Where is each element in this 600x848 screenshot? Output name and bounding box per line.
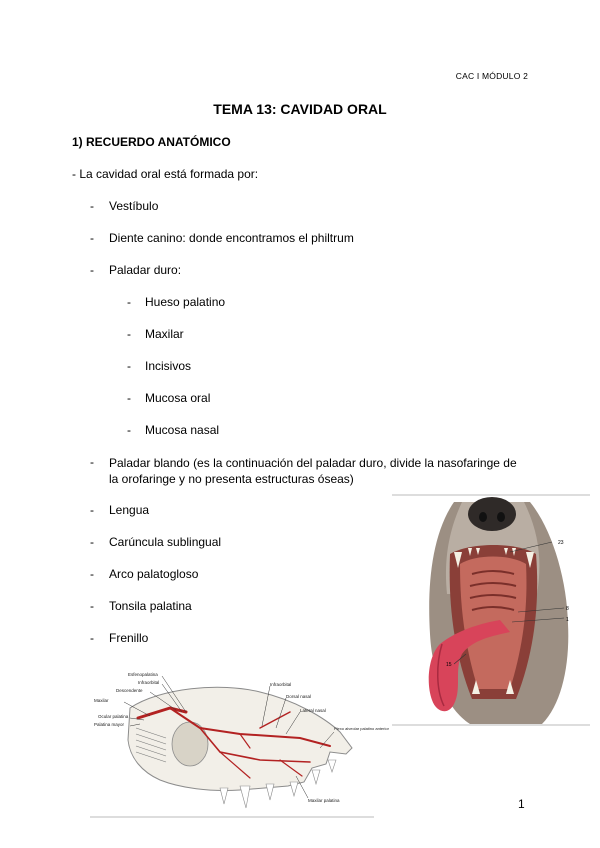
figure-label: Maxilar bbox=[94, 698, 109, 703]
list-dash: - bbox=[127, 327, 131, 341]
figure-label: Plexo alveolar palatino anterior bbox=[334, 726, 389, 731]
figure-label: 15 bbox=[446, 662, 452, 668]
figure-label: Lateral nasal bbox=[300, 708, 326, 713]
list-dash: - bbox=[90, 503, 94, 517]
list-item-text: Mucosa nasal bbox=[145, 423, 220, 437]
list-dash: - bbox=[90, 599, 94, 613]
list-item-text: Tonsila palatina bbox=[109, 599, 192, 613]
page-title: TEMA 13: CAVIDAD ORAL bbox=[213, 101, 387, 117]
list-dash: - bbox=[127, 391, 131, 405]
list-dash: - bbox=[90, 631, 94, 645]
figure-label: Esfenopalatina bbox=[128, 672, 158, 677]
figure-label: Dorsal nasal bbox=[286, 694, 312, 699]
list-item-text: Lengua bbox=[109, 503, 150, 517]
figure-label: 1 bbox=[566, 617, 569, 623]
list-dash: - bbox=[90, 535, 94, 549]
list-item-text: Maxilar bbox=[145, 327, 184, 341]
page-number: 1 bbox=[518, 797, 525, 811]
list-dash: - bbox=[127, 423, 131, 437]
oral-cavity-figure bbox=[392, 494, 590, 726]
list-item-text: Incisivos bbox=[145, 359, 192, 373]
skull-arteries-figure bbox=[90, 668, 389, 818]
list-dash: - bbox=[127, 359, 131, 373]
intro-text: - La cavidad oral está formada por: bbox=[72, 167, 259, 181]
figure-label: 23 bbox=[558, 540, 564, 546]
figure-label: Infraorbital bbox=[270, 682, 292, 687]
list-dash: - bbox=[90, 455, 94, 469]
list-item-text: Frenillo bbox=[109, 631, 149, 645]
list-item-text: Arco palatogloso bbox=[109, 567, 199, 581]
list-item-text: Paladar blando (es la continuación del paladar duro, divide la nasofaringe de la orofaringe y no presenta estructuras óseas) bbox=[109, 456, 517, 486]
list-item-text: Diente canino: donde encontramos el philtrum bbox=[109, 231, 354, 245]
list-item-text: Hueso palatino bbox=[145, 295, 226, 309]
oral-cavity-illustration bbox=[392, 494, 590, 726]
skull-arteries-illustration bbox=[90, 668, 389, 818]
figure-label: Palatina mayor bbox=[94, 722, 125, 727]
figure-label: Infraorbital bbox=[138, 680, 160, 685]
figure-label: Descendente bbox=[116, 688, 143, 693]
figure-label: Maxilar palatina bbox=[308, 798, 340, 803]
section-heading: 1) RECUERDO ANATÓMICO bbox=[72, 135, 231, 149]
list-item-text: Vestíbulo bbox=[109, 199, 159, 213]
figure-label: 8 bbox=[566, 606, 569, 612]
list-item-text: Mucosa oral bbox=[145, 391, 211, 405]
list-dash: - bbox=[90, 199, 94, 213]
list-dash: - bbox=[90, 231, 94, 245]
figure-label: Ocular palatina bbox=[98, 714, 129, 719]
list-dash: - bbox=[90, 567, 94, 581]
list-dash: - bbox=[127, 295, 131, 309]
list-item-text: Paladar duro: bbox=[109, 263, 182, 277]
list-item-text: Carúncula sublingual bbox=[109, 535, 222, 549]
list-dash: - bbox=[90, 263, 94, 277]
header-module: CAC I MÓDULO 2 bbox=[455, 71, 528, 81]
